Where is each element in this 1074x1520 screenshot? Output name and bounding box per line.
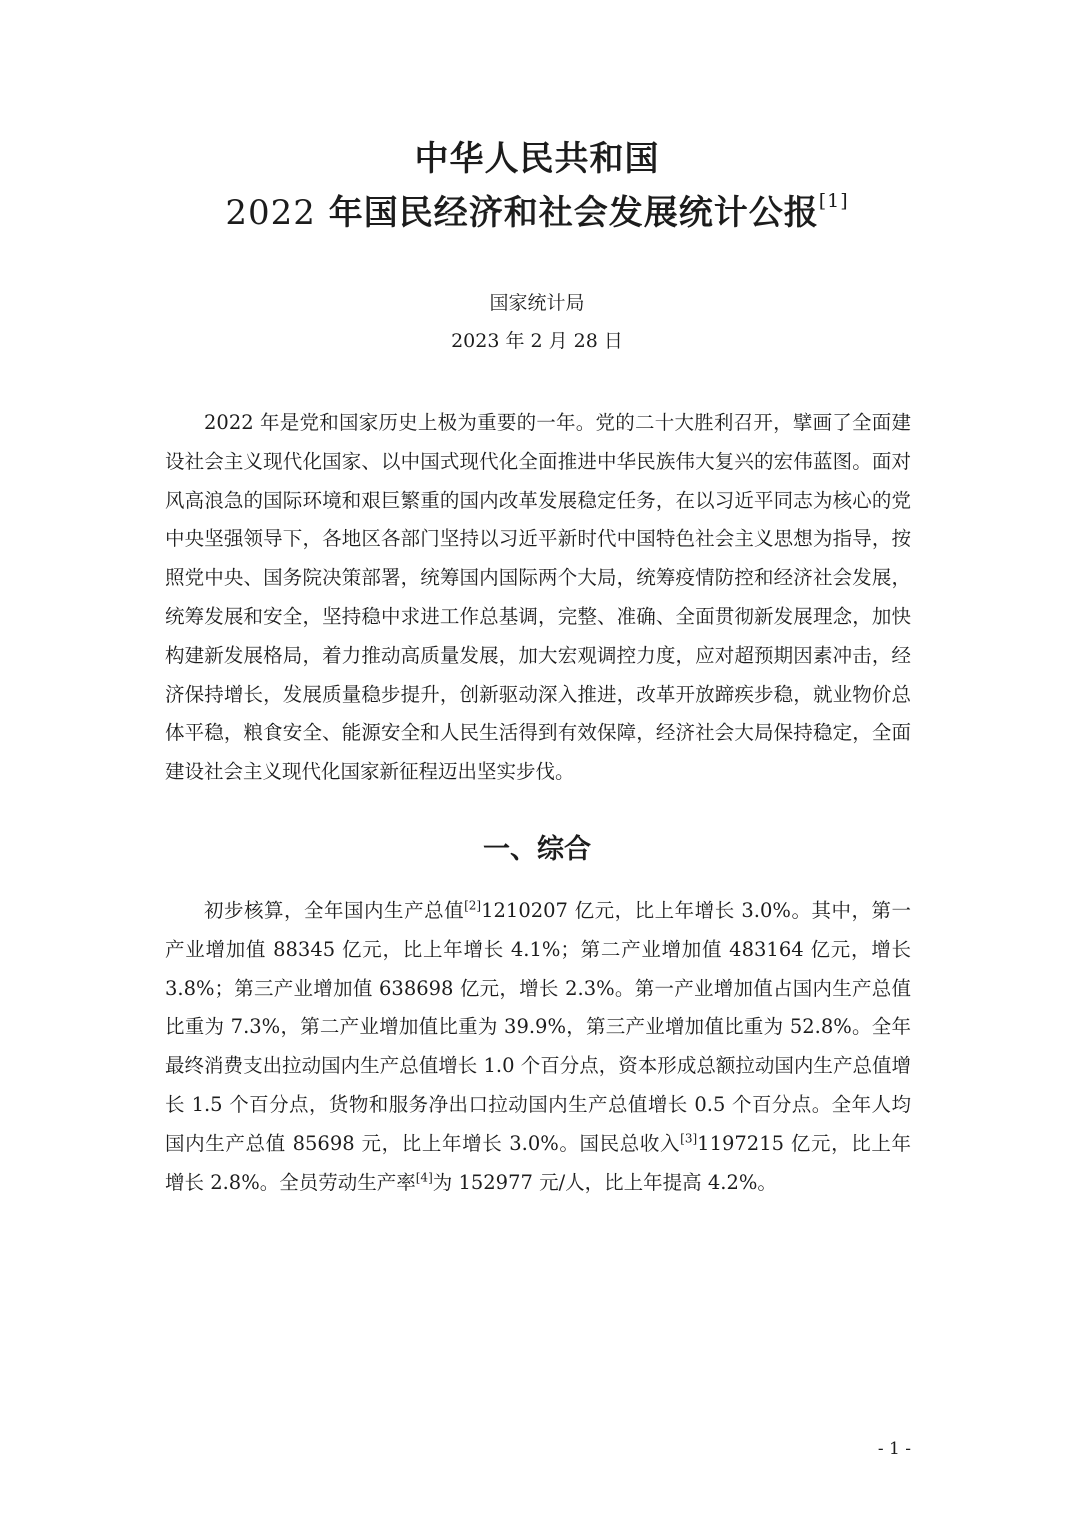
paragraph-text-3: 1197215 亿元，比上年增长 2.8%。全员劳动生产率	[165, 1131, 911, 1194]
publish-date: 2023 年 2 月 28 日	[451, 330, 623, 352]
paragraph-text-1: 初步核算，全年国内生产总值	[204, 899, 465, 922]
page-number: - 1 -	[877, 1439, 911, 1459]
document-title-line-2	[0, 190, 1074, 233]
footnote-ref-2[interactable]: [2]	[464, 898, 482, 913]
title-text: 年国民经济和社会发展统计公报	[315, 193, 819, 233]
footnote-ref-4[interactable]: [4]	[415, 1170, 433, 1185]
footnote-ref-1[interactable]: [1]	[818, 190, 849, 212]
intro-paragraph: 2022 年是党和国家历史上极为重要的一年。党的二十大胜利召开，擘画了全面建设社会主义现代化国家、以中国式现代化全面推进中华民族伟大复兴的宏伟蓝图。面对风高浪急的国际环境和艰巨繁重的国内改革发展稳定任务，在以习近平同志为核心的党中央坚强领导下，各地区各部门坚持以习近平新时代中国特色社会主义思想为指导，按照党中央、国务院决策部署，统筹国内国际两个大局，统筹疫情防控和经济社会发展，统筹发展和安全，坚持稳中求进工作总基调，完整、准确、全面贯彻新发展理念，加快构建新发展格局，着力推动高质量发展，加大宏观调控力度，应对超预期因素冲击，经济保持增长，发展质量稳步提升，创新驱动深入推进，改革开放蹄疾步稳，就业物价总体平稳，粮食安全、能源安全和人民生活得到有效保障，经济社会大局保持稳定，全面建设社会主义现代化国家新征程迈出坚实步伐。	[165, 411, 911, 784]
title-year: 2022	[225, 193, 316, 233]
paragraph-text-2: 1210207 亿元，比上年增长 3.0%。其中，第一产业增加值 88345 亿元，比上年增长 4.1%；第二产业增加值 483164 亿元，增长 3.8%；第三产业增加值 638698 亿元，增长 2.3%。第一产业增加值占国内生产总值比重为 7.3%，第二产业增加值比重为 39.9%，第三产业增加值比重为 52.8%。全年最终消费支出拉动国内生产总值增长 1.0 个百分点，资本形成总额拉动国内生产总值增长 1.5 个百分点，货物和服务净出口拉动国内生产总值增长 0.5 个百分点。全年人均国内生产总值 85698 元，比上年增长 3.0%。国民总收入	[165, 899, 911, 1155]
author: 国家统计局	[489, 292, 585, 314]
footnote-ref-3[interactable]: [3]	[680, 1131, 698, 1146]
paragraph-text-4: 为 152977 元/人，比上年提高 4.2%。	[432, 1170, 777, 1194]
section-heading: 一、综合	[483, 834, 591, 865]
document-title-line-1: 中华人民共和国	[414, 139, 660, 179]
section-paragraph	[165, 892, 911, 1202]
